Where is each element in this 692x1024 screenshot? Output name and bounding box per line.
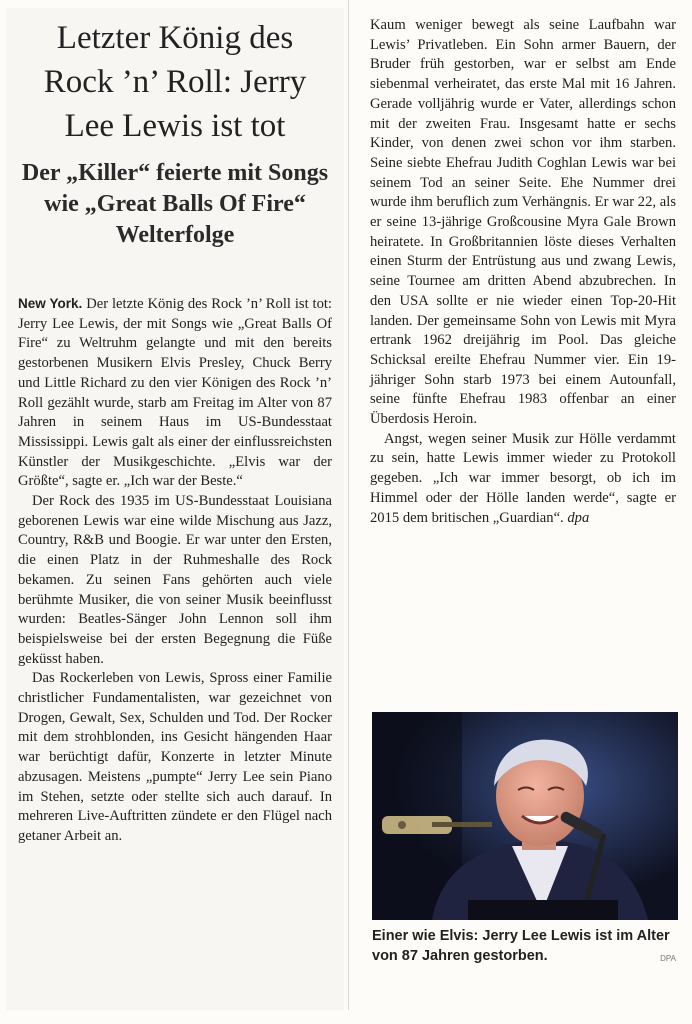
agency-signature: dpa (567, 509, 590, 526)
paragraph-1 (18, 294, 332, 492)
photo-credit: DPA (660, 954, 676, 963)
article-body-left (18, 294, 332, 847)
dateline: New York. (18, 296, 83, 311)
column-divider (348, 0, 349, 1010)
right-column (356, 8, 684, 1008)
photo-caption: Einer wie Elvis: Jerry Lee Lewis ist im Alter von 87 Jahren gestorben. (372, 928, 670, 964)
paragraph-4: Kaum weniger bewegt als seine Laufbahn war Lewis’ Privatleben. Ein Sohn armer Bauern, der Bruder früh gestorben, war er selbst am Ende siebenmal verheiratet, das erste Mal mit 16 Jahren. Gerade volljährig wurde er Vater, allerdings schon mit der zweiten Frau. Insgesamt hatte er sechs Kinder, von denen zwei schon vor ihm starben. Seine siebte Ehefrau Judith Coghlan Lewis war bei seinem Tod an seiner Seite. Ehe Nummer drei wurde ihm beruflich zum Verhängnis. Er war 22, als er seine 13-jährige Großcousine Myra Gale Brown heiratete. In Großbritannien löste dieses Verhalten einen Sturm der Entrüstung aus und zwang Lewis, seine Tournee am dritten Abend abzubrechen. In den USA sollte er nie wieder einen Top-20-Hit landen. Der gemeinsame Sohn von Lewis mit Myra ertrank 1962 dreijährig im Pool. Das gleiche Schicksal ereilte Ehefrau Nummer vier. Ein 19-jähriger Sohn starb 1973 bei einem Autounfall, seine fünfte Ehefrau 1983 offenbar an einer Überdosis Heroin. (370, 17, 676, 428)
paragraph-5-text: Angst, wegen seiner Musik zur Hölle verdammt zu sein, hatte Lewis immer wieder zu Protokoll gegeben. „Ich war immer besorgt, ob ich im Himmel oder der Hölle landen werde“, sagte er 2015 dem britischen „Guardian“. (370, 430, 676, 526)
headline: Letzter König des Rock ’n’ Roll: Jerry Lee Lewis ist tot (43, 20, 307, 144)
subheadline: Der „Killer“ feierte mit Songs wie „Great Balls Of Fire“ Welterfolge (21, 160, 329, 248)
left-column (6, 8, 344, 1010)
paragraph-3: Das Rockerleben von Lewis, Spross einer Familie christlicher Fundamentalisten, war gezeichnet von Drogen, Gewalt, Sex, Schulden und Tod. Der Rocker mit dem strohblonden, ins Gesicht hängenden Haar war berüchtigt dafür, Konzerte in letzter Minute abzusagen. Meistens „pumpte“ Jerry Lee sein Piano im Stehen, setzte oder stellte sich auch darauf. In mehreren Live-Auftritten zündete er den Flügel nach getaner Arbeit an. (18, 670, 332, 844)
article-photo (372, 712, 678, 920)
article-body-right (370, 16, 676, 528)
paragraph-1-text: Der letzte König des Rock ’n’ Roll ist tot: Jerry Lee Lewis, der mit Songs wie „Great Balls Of Fire“ zu Weltruhm gelangte und mit den bereits gestorbenen Musikern Elvis Presley, Chuck Berry und Little Richard zu den vier Königen des Rock ’n’ Roll gezählt wurde, starb am Freitag im Alter von 87 Jahren in seinem Haus im US-Bundesstaat Mississippi. Lewis galt als einer der einflussreichsten Künstler der Musikgeschichte. „Elvis war der Größte“, sagte er. „Ich war der Beste.“ (18, 296, 332, 490)
jerry-lee-lewis-photo (372, 712, 678, 920)
paragraph-5 (370, 430, 676, 529)
paragraph-2: Der Rock des 1935 im US-Bundesstaat Louisiana geborenen Lewis war eine wilde Mischung aus Jazz, Country, R&B und Boogie. Er war unter den Ersten, die einen Platz in der Ruhmeshalle des Rock bekamen. Zu seinen Fans gehörten auch viele berühmte Musiker, die von seiner Musik beeinflusst wurden: Beatles-Sänger John Lennon soll ihm beispielsweise bei der ersten Begegnung die Füße geküsst haben. (18, 493, 332, 667)
